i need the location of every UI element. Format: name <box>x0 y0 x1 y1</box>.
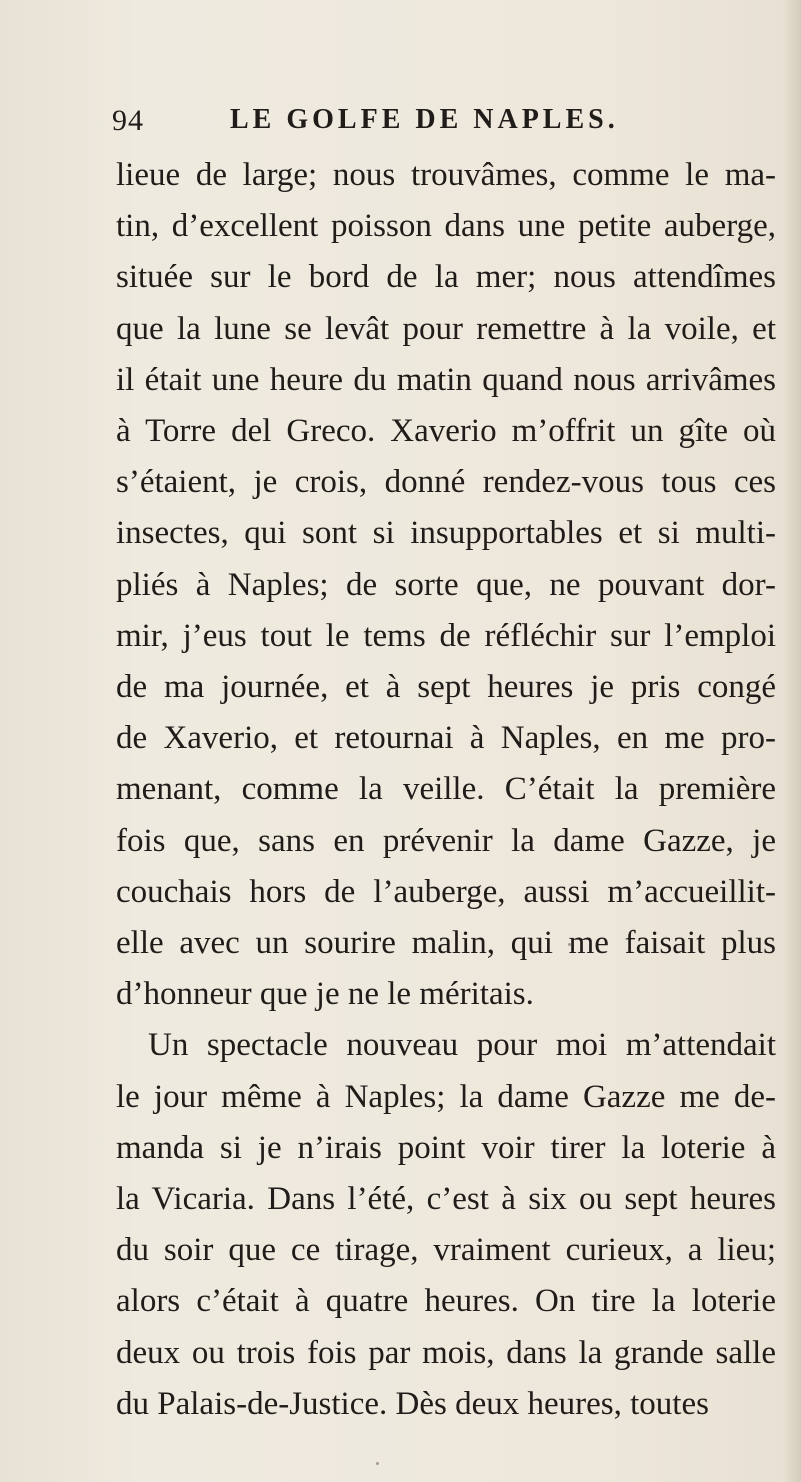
text-line: elle avec un sourire malin, qui me faisait plus <box>116 925 776 962</box>
running-title: LE GOLFE DE NAPLES. <box>230 104 619 135</box>
text-line: située sur le bord de la mer; nous attendîmes <box>116 259 776 296</box>
text-line: manda si je n’irais point voir tirer la loterie à <box>116 1129 776 1166</box>
paper-speck <box>568 943 571 946</box>
text-line: de ma journée, et à sept heures je pris congé <box>116 669 776 706</box>
text-line: tin, d’excellent poisson dans une petite auberge, <box>116 208 776 245</box>
paragraph-start-line: Un spectacle nouveau pour moi m’attendait <box>148 1027 776 1064</box>
text-line: deux ou trois fois par mois, dans la grande salle <box>116 1334 776 1371</box>
text-line: du Palais-de-Justice. Dès deux heures, toutes <box>116 1385 709 1422</box>
text-line: la Vicaria. Dans l’été, c’est à six ou sept heures <box>116 1181 776 1218</box>
text-line: fois que, sans en prévenir la dame Gazze, je <box>116 822 776 859</box>
text-line: couchais hors de l’auberge, aussi m’accueillit- <box>116 873 776 910</box>
page-header <box>112 104 672 144</box>
text-line: alors c’était à quatre heures. On tire la loterie <box>116 1283 776 1320</box>
text-line: à Torre del Greco. Xaverio m’offrit un gîte où <box>116 413 776 450</box>
text-line: le jour même à Naples; la dame Gazze me de- <box>116 1078 776 1115</box>
text-line: s’étaient, je crois, donné rendez-vous tous ces <box>116 464 776 501</box>
text-line: que la lune se levât pour remettre à la voile, et <box>116 310 776 347</box>
body-text <box>116 150 776 1430</box>
text-line: insectes, qui sont si insupportables et si multi- <box>116 515 776 552</box>
page-number: 94 <box>112 104 144 137</box>
page-edge-shadow <box>783 0 801 1482</box>
text-line: lieue de large; nous trouvâmes, comme le ma- <box>116 157 776 193</box>
text-line: du soir que ce tirage, vraiment curieux, a lieu; <box>116 1232 776 1269</box>
paper-speck <box>376 1462 379 1465</box>
text-line: mir, j’eus tout le tems de réfléchir sur l’emploi <box>116 617 776 654</box>
text-line: menant, comme la veille. C’était la première <box>116 771 776 808</box>
text-line: il était une heure du matin quand nous arrivâmes <box>116 361 776 398</box>
text-line: de Xaverio, et retournai à Naples, en me pro- <box>116 720 776 757</box>
paragraph-end-line: d’honneur que je ne le méritais. <box>116 976 534 1013</box>
text-line: pliés à Naples; de sorte que, ne pouvant dor- <box>116 566 776 603</box>
